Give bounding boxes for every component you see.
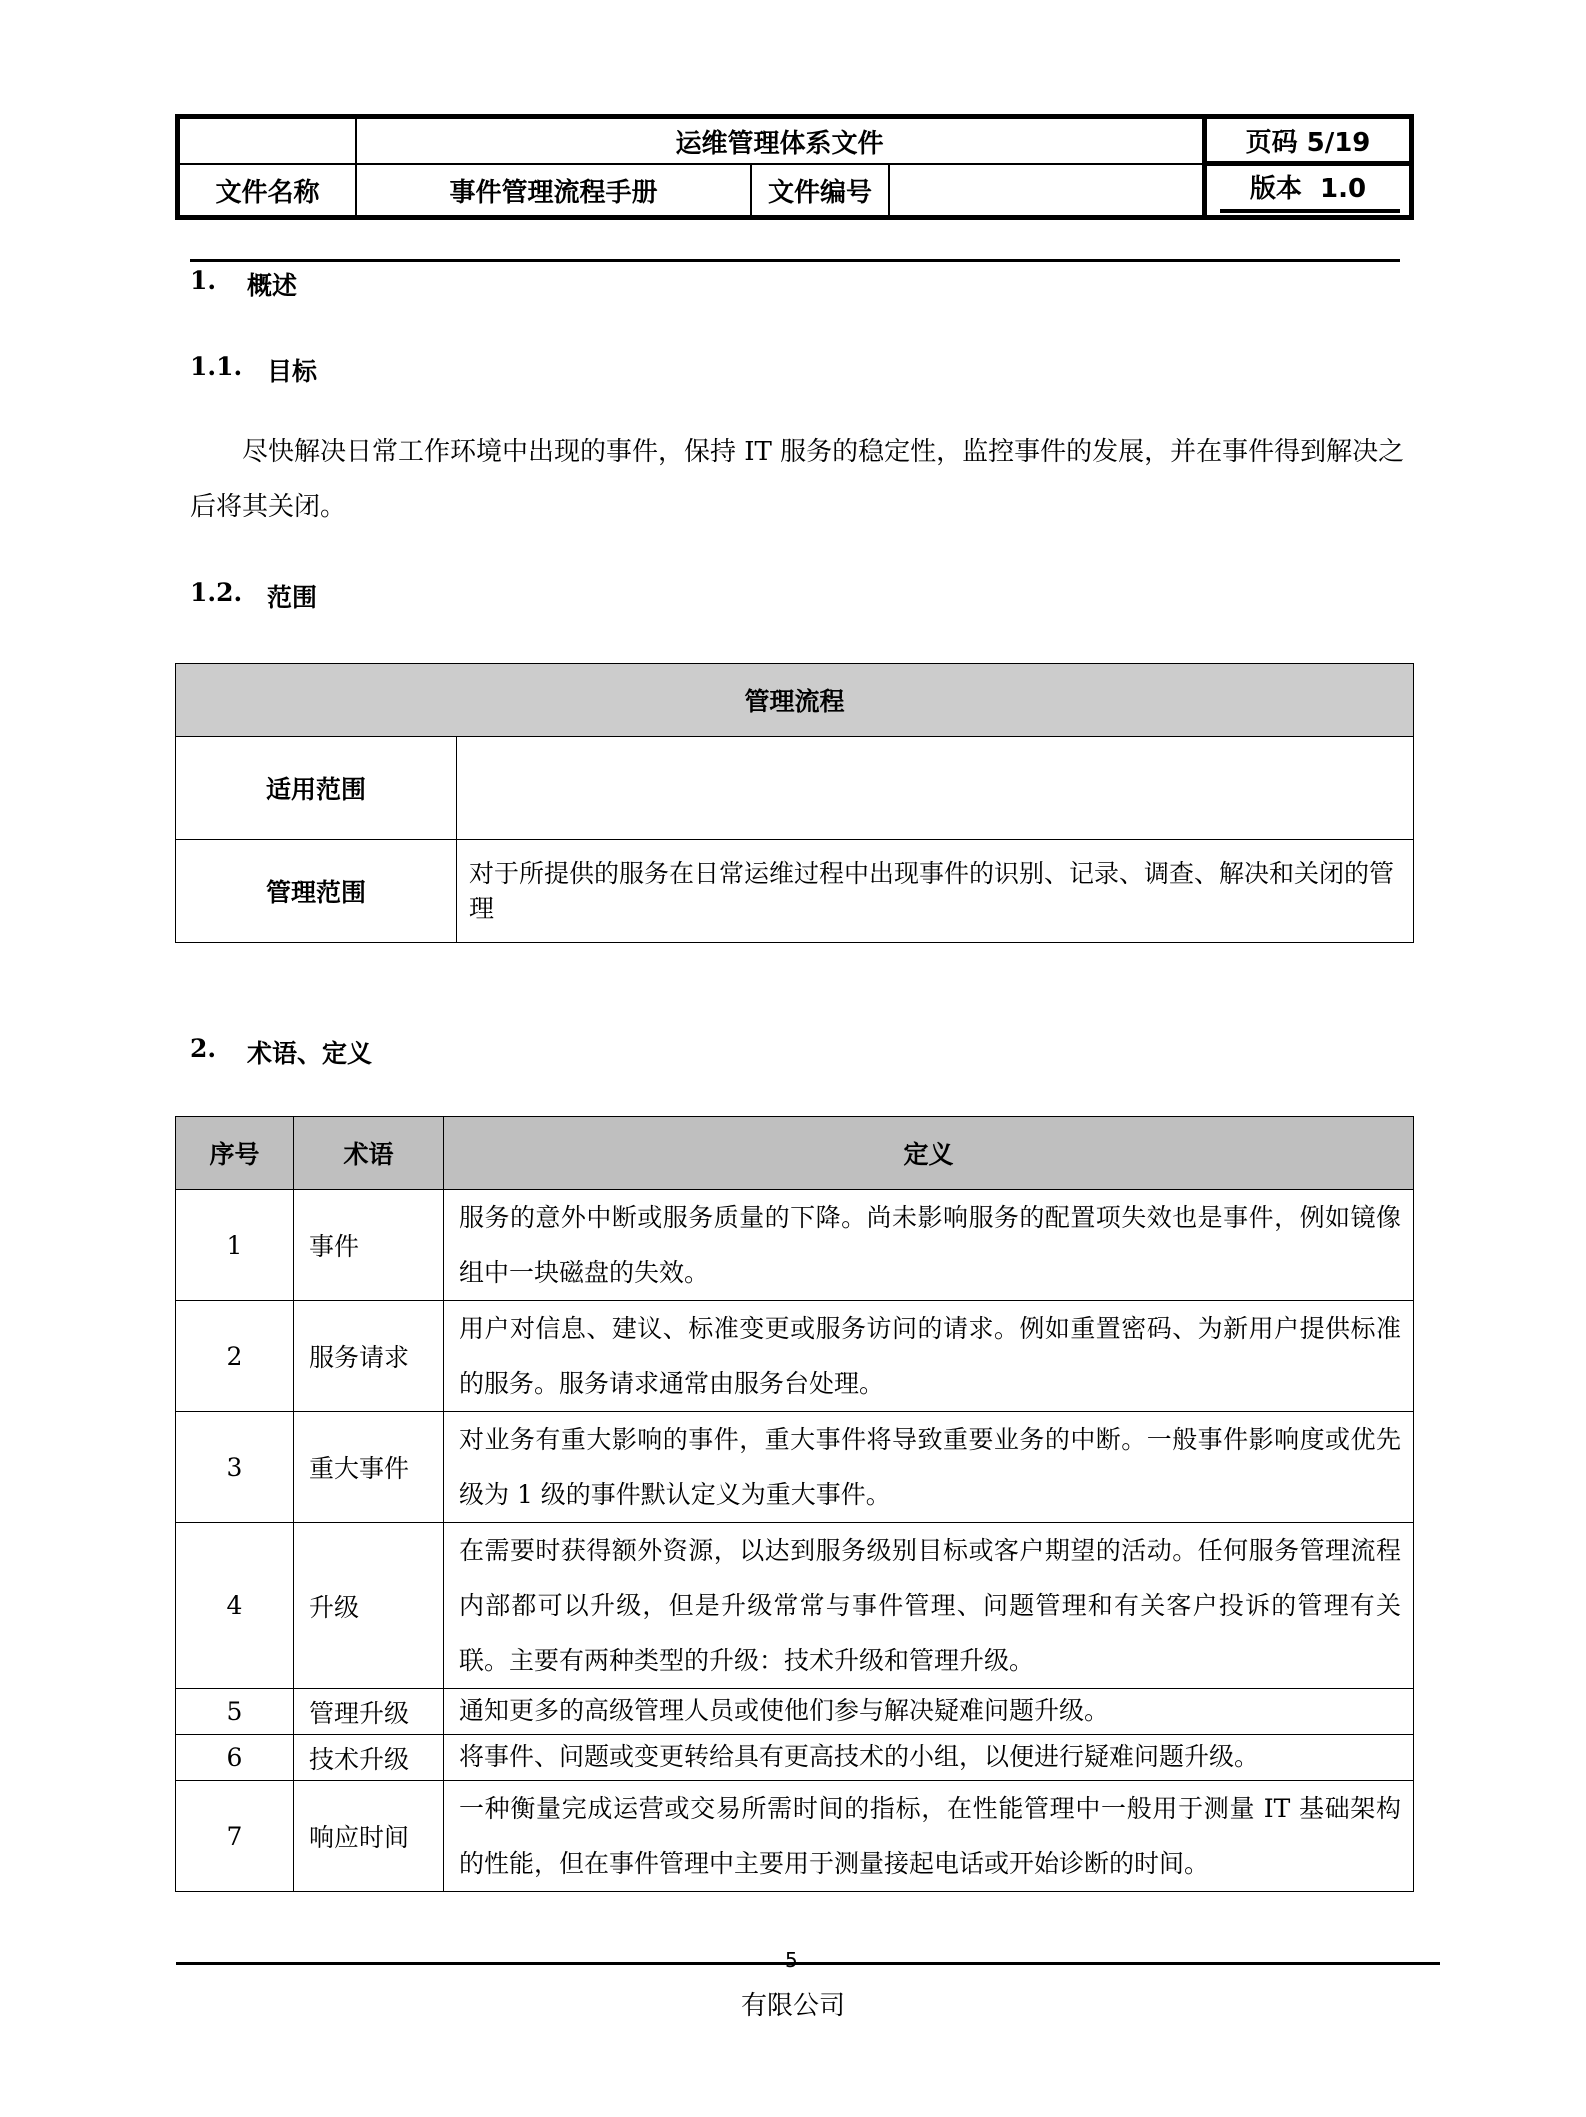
term-name: 重大事件 bbox=[294, 1412, 444, 1523]
term-number: 1 bbox=[176, 1190, 294, 1301]
footer-company-name: 有限公司 bbox=[740, 1991, 845, 2021]
term-definition: 一种衡量完成运营或交易所需时间的指标，在性能管理中一般用于测量 IT 基础架构的性能，但在事件管理中主要用于测量接起电话或开始诊断的时间。 bbox=[444, 1781, 1414, 1892]
term-definition: 通知更多的高级管理人员或使他们参与解决疑难问题升级。 bbox=[444, 1689, 1414, 1735]
table-row bbox=[176, 1412, 1414, 1523]
term-name: 管理升级 bbox=[294, 1689, 444, 1735]
column-header: 术语 bbox=[294, 1117, 444, 1190]
section-number: 1.2. bbox=[190, 578, 243, 607]
section-title: 范围 bbox=[267, 583, 318, 612]
scope-value: 对于所提供的服务在日常运维过程中出现事件的识别、记录、调查、解决和关闭的管理 bbox=[457, 840, 1414, 943]
table-row bbox=[176, 1523, 1414, 1689]
section-number: 1. bbox=[190, 266, 217, 295]
version-label: 版本 1.0 bbox=[1249, 173, 1367, 204]
file-number-value bbox=[890, 165, 1202, 215]
table-row bbox=[176, 1301, 1414, 1412]
term-name: 升级 bbox=[294, 1523, 444, 1689]
header-rule bbox=[190, 259, 1400, 262]
section-heading-terms bbox=[190, 1034, 372, 1070]
section-heading-goal bbox=[190, 352, 317, 388]
term-name: 服务请求 bbox=[294, 1301, 444, 1412]
file-name-value: 事件管理流程手册 bbox=[449, 177, 658, 208]
term-number: 6 bbox=[176, 1735, 294, 1781]
term-number: 5 bbox=[176, 1689, 294, 1735]
table-row bbox=[176, 1190, 1414, 1301]
section-title: 术语、定义 bbox=[247, 1039, 373, 1068]
term-definition: 服务的意外中断或服务质量的下降。尚未影响服务的配置项失效也是事件，例如镜像组中一块磁盘的失效。 bbox=[444, 1190, 1414, 1301]
table-row bbox=[176, 1781, 1414, 1892]
table-row bbox=[176, 1735, 1414, 1781]
goal-paragraph: 尽快解决日常工作环境中出现的事件，保持 IT 服务的稳定性，监控事件的发展，并在事件得到解决之后将其关闭。 bbox=[190, 437, 1405, 522]
table-row bbox=[176, 737, 1414, 840]
scope-table-header: 管理流程 bbox=[176, 664, 1414, 737]
column-header: 序号 bbox=[176, 1117, 294, 1190]
table-row bbox=[176, 1689, 1414, 1735]
term-name: 技术升级 bbox=[294, 1735, 444, 1781]
terms-table bbox=[175, 1116, 1414, 1892]
page-indicator: 页码 5/19 bbox=[1245, 127, 1371, 158]
section-title: 目标 bbox=[267, 357, 318, 386]
footer-rule bbox=[176, 1962, 1440, 1965]
term-number: 3 bbox=[176, 1412, 294, 1523]
section-heading-scope bbox=[190, 578, 317, 614]
term-definition: 将事件、问题或变更转给具有更高技术的小组，以便进行疑难问题升级。 bbox=[444, 1735, 1414, 1781]
document-header-table bbox=[175, 114, 1414, 220]
scope-value bbox=[457, 737, 1414, 840]
term-name: 事件 bbox=[294, 1190, 444, 1301]
section-heading-overview bbox=[190, 266, 297, 302]
section-number: 2. bbox=[190, 1034, 217, 1063]
table-row bbox=[176, 840, 1414, 943]
term-definition: 用户对信息、建议、标准变更或服务访问的请求。例如重置密码、为新用户提供标准的服务。服务请求通常由服务台处理。 bbox=[444, 1301, 1414, 1412]
divider bbox=[1220, 209, 1400, 213]
scope-table bbox=[175, 663, 1414, 943]
term-definition: 对业务有重大影响的事件，重大事件将导致重要业务的中断。一般事件影响度或优先级为 1 级的事件默认定义为重大事件。 bbox=[444, 1412, 1414, 1523]
section-number: 1.1. bbox=[190, 352, 243, 381]
footer-page-number: 5 bbox=[785, 1948, 798, 1972]
file-name-label: 文件名称 bbox=[215, 177, 320, 208]
term-number: 2 bbox=[176, 1301, 294, 1412]
term-number: 7 bbox=[176, 1781, 294, 1892]
system-title: 运维管理体系文件 bbox=[675, 128, 884, 159]
section-title: 概述 bbox=[247, 271, 298, 300]
file-number-label: 文件编号 bbox=[767, 177, 872, 208]
term-number: 4 bbox=[176, 1523, 294, 1689]
column-header: 定义 bbox=[444, 1117, 1414, 1190]
term-name: 响应时间 bbox=[294, 1781, 444, 1892]
scope-label: 适用范围 bbox=[176, 737, 457, 840]
scope-label: 管理范围 bbox=[176, 840, 457, 943]
term-definition: 在需要时获得额外资源，以达到服务级别目标或客户期望的活动。任何服务管理流程内部都可以升级，但是升级常常与事件管理、问题管理和有关客户投诉的管理有关联。主要有两种类型的升级：技术升级和管理升级。 bbox=[444, 1523, 1414, 1689]
